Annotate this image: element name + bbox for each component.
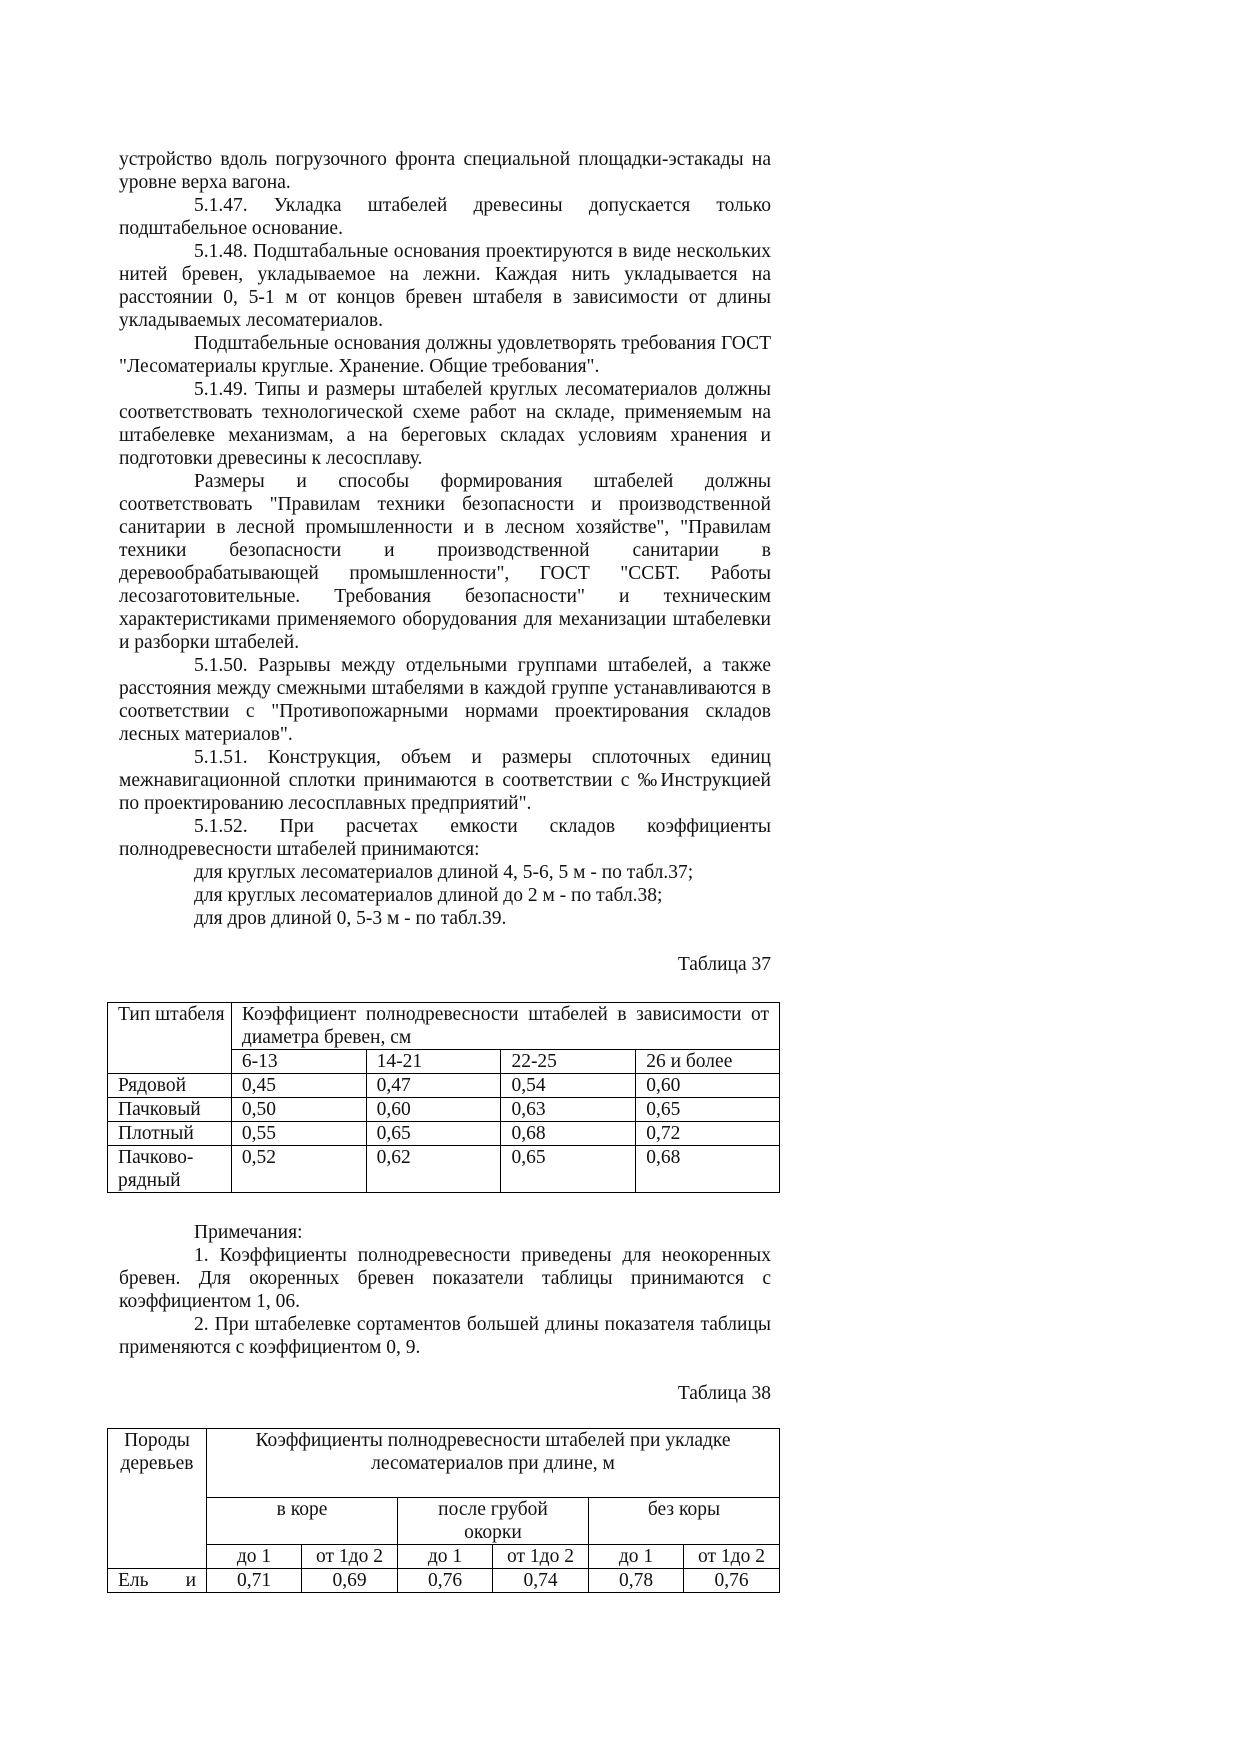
paragraph: устройство вдоль погрузочного фронта специальной площадки-эстакады на уровне верха вагона. bbox=[119, 149, 771, 193]
table37-diameter: 14-21 bbox=[366, 1050, 501, 1074]
table37-row-name: Пачково-рядный bbox=[108, 1146, 232, 1193]
table37-cell: 0,55 bbox=[231, 1122, 366, 1146]
table37-row-name: Плотный bbox=[108, 1122, 232, 1146]
document-body bbox=[119, 148, 771, 976]
table38-subhead: от 1до 2 bbox=[302, 1545, 398, 1569]
table38-cell: 0,74 bbox=[493, 1569, 589, 1593]
table37-cell: 0,45 bbox=[231, 1074, 366, 1098]
table-row bbox=[108, 1122, 780, 1146]
note-item: 2. При штабелевке сортаментов большей длины показателя таблицы применяются с коэффициентом 0, 9. bbox=[119, 1314, 771, 1358]
paragraph: 5.1.51. Конструкция, объем и размеры сплоточных единиц межнавигационной сплотки принимаются в соответствии с ‰Инструкцией по проектированию лесосплавных предприятий". bbox=[119, 747, 771, 814]
table37-diameter: 26 и более bbox=[636, 1050, 780, 1074]
table38-cell: 0,78 bbox=[589, 1569, 684, 1593]
table-37 bbox=[107, 1002, 780, 1193]
table37-cell: 0,65 bbox=[636, 1098, 780, 1122]
table37-cell: 0,68 bbox=[501, 1122, 636, 1146]
table38-head-main: Коэффициенты полнодревесности штабелей при укладке лесоматериалов при длине, м bbox=[207, 1429, 780, 1498]
list-item: для круглых лесоматериалов длиной 4, 5-6, 5 м - по табл.37; bbox=[194, 862, 694, 883]
table37-cell: 0,65 bbox=[366, 1122, 501, 1146]
table37-diameter: 22-25 bbox=[501, 1050, 636, 1074]
table37-diameter: 6-13 bbox=[231, 1050, 366, 1074]
table38-group: без коры bbox=[589, 1498, 780, 1545]
table38-row-species bbox=[108, 1569, 207, 1593]
table-row bbox=[108, 1569, 780, 1593]
table38-cell: 0,76 bbox=[684, 1569, 780, 1593]
table38-cell: 0,71 bbox=[207, 1569, 302, 1593]
table37-cell: 0,72 bbox=[636, 1122, 780, 1146]
table37-cell: 0,60 bbox=[636, 1074, 780, 1098]
table37-cell: 0,47 bbox=[366, 1074, 501, 1098]
list-item: для круглых лесоматериалов длиной до 2 м - по табл.38; bbox=[194, 885, 663, 906]
paragraph: 5.1.49. Типы и размеры штабелей круглых лесоматериалов должны соответствовать технологической схеме работ на складе, применяемым на штабелевке механизмам, а на береговых складах условиям хранения и подготовки древесины к лесосплаву. bbox=[119, 379, 771, 469]
table-row bbox=[108, 1146, 780, 1193]
table37-cell: 0,68 bbox=[636, 1146, 780, 1193]
table38-subhead: от 1до 2 bbox=[493, 1545, 589, 1569]
table37-caption: Таблица 37 bbox=[677, 954, 771, 975]
notes-title: Примечания: bbox=[194, 1222, 303, 1243]
paragraph: 5.1.47. Укладка штабелей древесины допускается только подштабельное основание. bbox=[119, 195, 771, 239]
table38-group: в коре bbox=[207, 1498, 398, 1545]
table38-subhead: до 1 bbox=[398, 1545, 493, 1569]
table-row bbox=[108, 1098, 780, 1122]
table37-cell: 0,65 bbox=[501, 1146, 636, 1193]
paragraph: 5.1.52. При расчетах емкости складов коэффициенты полнодревесности штабелей принимаются: bbox=[119, 816, 771, 860]
table38-cell: 0,76 bbox=[398, 1569, 493, 1593]
table38-head-species: Породы деревьев bbox=[108, 1429, 207, 1569]
table37-cell: 0,62 bbox=[366, 1146, 501, 1193]
table38-caption: Таблица 38 bbox=[677, 1383, 771, 1404]
table-38 bbox=[107, 1428, 780, 1593]
paragraph: Подштабельные основания должны удовлетворять требования ГОСТ "Лесоматериалы круглые. Хранение. Общие требования". bbox=[119, 333, 771, 377]
table38-cell: 0,69 bbox=[302, 1569, 398, 1593]
notes-block bbox=[119, 1221, 771, 1405]
table37-cell: 0,54 bbox=[501, 1074, 636, 1098]
paragraph: Размеры и способы формирования штабелей должны соответствовать "Правилам техники безопасности и производственной санитарии в лесной промышленности и в лесном хозяйстве", "Правилам техники безопасности и производственной санитарии в деревообрабатывающей промышленности", ГОСТ "ССБТ. Работы лесозаготовительные. Требования безопасности" и техническим характеристиками применяемого оборудования для механизации штабелевки и разборки штабелей. bbox=[119, 471, 771, 653]
table38-species-conj: и bbox=[185, 1570, 196, 1591]
table37-cell: 0,60 bbox=[366, 1098, 501, 1122]
table38-subhead: до 1 bbox=[207, 1545, 302, 1569]
table37-head-main: Коэффициент полнодревесности штабелей в зависимости от диаметра бревен, см bbox=[231, 1003, 779, 1050]
note-item: 1. Коэффициенты полнодревесности приведены для неокоренных бревен. Для окоренных бревен показатели таблицы принимаются с коэффициентом 1, 06. bbox=[119, 1245, 771, 1312]
table-row bbox=[108, 1074, 780, 1098]
table37-cell: 0,63 bbox=[501, 1098, 636, 1122]
table37-cell: 0,50 bbox=[231, 1098, 366, 1122]
table38-subhead: до 1 bbox=[589, 1545, 684, 1569]
table37-cell: 0,52 bbox=[231, 1146, 366, 1193]
paragraph: 5.1.48. Подштабальные основания проектируются в виде нескольких нитей бревен, укладываемое на лежни. Каждая нить укладывается на расстоянии 0, 5-1 м от концов бревен штабеля в зависимости от длины укладываемых лесоматериалов. bbox=[119, 241, 771, 331]
paragraph: 5.1.50. Разрывы между отдельными группами штабелей, а также расстояния между смежными штабелями в каждой группе устанавливаются в соответствии с "Противопожарными нормами проектирования складов лесных материалов". bbox=[119, 655, 771, 745]
table38-group: после грубой окорки bbox=[398, 1498, 589, 1545]
table37-row-name: Пачковый bbox=[108, 1098, 232, 1122]
table38-species-word: Ель bbox=[118, 1570, 149, 1591]
list-item: для дров длиной 0, 5-3 м - по табл.39. bbox=[194, 908, 507, 929]
table37-row-name: Рядовой bbox=[108, 1074, 232, 1098]
table37-head-type: Тип штабеля bbox=[108, 1003, 232, 1074]
table38-subhead: от 1до 2 bbox=[684, 1545, 780, 1569]
